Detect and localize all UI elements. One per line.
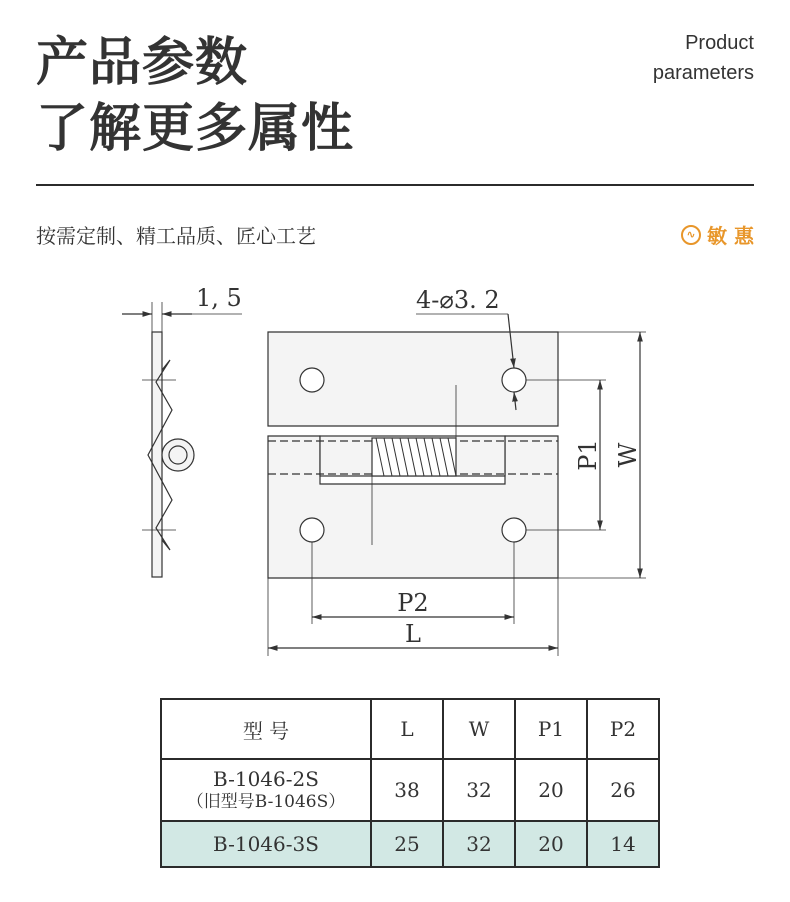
mh-logo-icon: ∿	[681, 225, 701, 245]
title-block	[36, 30, 354, 162]
table-row	[161, 821, 659, 867]
table-header-row	[161, 699, 659, 759]
l-cell: 38	[371, 759, 443, 821]
page-title-line2: 了解更多属性	[36, 99, 355, 159]
header-l: L	[371, 699, 443, 759]
w-cell: 32	[443, 821, 515, 867]
l-label: L	[405, 620, 421, 648]
p2-cell: 26	[587, 759, 659, 821]
old-model-name: （旧型号B-1046S）	[186, 792, 346, 812]
slogan: 按需定制、精工品质、匠心工艺	[36, 224, 316, 248]
mounting-hole	[300, 368, 324, 392]
mounting-hole	[502, 368, 526, 392]
mounting-hole	[300, 518, 324, 542]
english-title	[653, 28, 754, 88]
english-title-line2: parameters	[652, 62, 754, 84]
model-name: B-1046-2S	[213, 767, 319, 791]
p2-label: P2	[397, 589, 429, 617]
side-view-plate	[152, 332, 162, 577]
header-p1: P1	[515, 699, 587, 759]
model-cell	[161, 759, 371, 821]
p1-cell: 20	[515, 821, 587, 867]
brand-name: 敏 惠	[707, 224, 754, 248]
w-label: W	[614, 442, 642, 468]
spec-table	[160, 698, 660, 868]
model-cell: B-1046-3S	[161, 821, 371, 867]
mounting-hole	[502, 518, 526, 542]
table-row	[161, 759, 659, 821]
brand-logo	[681, 220, 754, 249]
spring	[372, 438, 456, 476]
header-model: 型 号	[161, 699, 371, 759]
side-view-knuckle	[162, 439, 194, 471]
p1-label: P1	[574, 439, 602, 471]
header-w: W	[443, 699, 515, 759]
hinge-technical-drawing	[0, 270, 790, 670]
thickness-label: 1, 5	[196, 284, 242, 312]
header-p2: P2	[587, 699, 659, 759]
w-cell: 32	[443, 759, 515, 821]
header-divider	[36, 184, 754, 186]
p1-cell: 20	[515, 759, 587, 821]
page-title-line1: 产品参数	[36, 33, 249, 93]
p2-cell: 14	[587, 821, 659, 867]
l-cell: 25	[371, 821, 443, 867]
english-title-line1: Product	[685, 32, 754, 54]
hole-spec-label: 4-⌀3. 2	[416, 286, 500, 314]
